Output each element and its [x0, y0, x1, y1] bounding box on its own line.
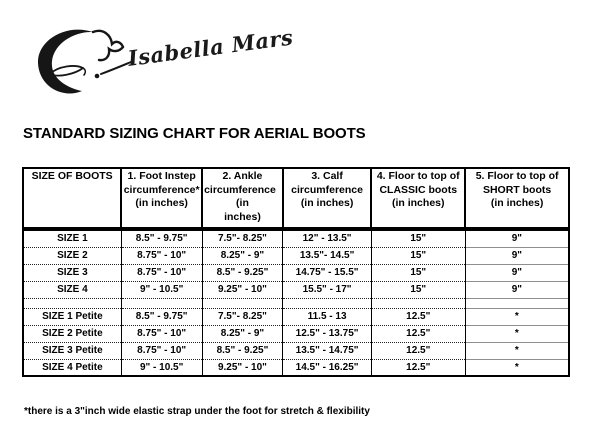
- column-header-line: circumference*: [123, 183, 200, 196]
- table-cell-empty: [121, 298, 202, 308]
- brand-name: Isabella Mars: [126, 24, 295, 71]
- table-cell: 9.25" - 10": [202, 359, 283, 376]
- table-cell: 12.5" - 13.75": [283, 325, 371, 342]
- table-cell: 11.5 - 13: [283, 308, 371, 325]
- table-cell-empty: [283, 298, 371, 308]
- column-header-line: inches): [224, 210, 261, 223]
- table-row-size1-petite: [23, 308, 569, 325]
- table-cell: 13.5"- 14.5": [283, 247, 371, 264]
- table-cell: 12.5": [371, 325, 465, 342]
- column-header-calf: [283, 168, 371, 228]
- size-chart-header-table: [22, 167, 570, 229]
- table-cell: 8.5" - 9.75": [121, 230, 202, 247]
- table-cell-empty: [465, 298, 569, 308]
- column-header-line: 1. Foot Instep: [127, 170, 196, 182]
- table-cell: 12.5": [371, 359, 465, 376]
- column-header-classic-height: [371, 168, 465, 228]
- table-cell: 8.75" - 10": [121, 247, 202, 264]
- table-cell: 15": [371, 281, 465, 298]
- table-cell-empty: [23, 298, 121, 308]
- column-header-line: CLASSIC boots: [379, 183, 458, 196]
- table-row-size4: [23, 281, 569, 298]
- column-header-line: SHORT boots: [482, 183, 552, 196]
- brand-logo: [35, 24, 295, 105]
- table-row-size1: [23, 230, 569, 247]
- table-cell: 15": [371, 230, 465, 247]
- table-cell: 8.5" - 9.25": [202, 342, 283, 359]
- table-cell: 7.5"- 8.25": [202, 308, 283, 325]
- table-cell: 7.5"- 8.25": [202, 230, 283, 247]
- column-header-instep: [121, 168, 202, 228]
- column-header-line: 2. Ankle: [222, 170, 263, 182]
- table-cell: SIZE 1 Petite: [23, 308, 121, 325]
- table-row-size3: [23, 264, 569, 281]
- page-title: STANDARD SIZING CHART FOR AERIAL BOOTS: [23, 125, 366, 142]
- column-header-short-height: [465, 168, 569, 228]
- table-cell: 15": [371, 247, 465, 264]
- column-header-line: (in inches): [135, 197, 188, 209]
- column-header-line: (in inches): [300, 197, 354, 209]
- table-cell: 14.5" - 16.25": [283, 359, 371, 376]
- table-cell: 12" - 13.5": [283, 230, 371, 247]
- table-cell: SIZE 1: [57, 233, 88, 245]
- table-cell: 14.75" - 15.5": [283, 264, 371, 281]
- footnote: *there is a 3"inch wide elastic strap under the foot for stretch & flexibility: [24, 406, 370, 417]
- table-cell: 9.25" - 10": [202, 281, 283, 298]
- table-cell: 15": [371, 264, 465, 281]
- table-cell: *: [465, 342, 569, 359]
- table-cell: *: [465, 359, 569, 376]
- spacer-row: [23, 298, 569, 308]
- column-header-line: 5. Floor to top of: [475, 170, 559, 182]
- table-cell: 9": [465, 247, 569, 264]
- table-cell: 9": [465, 230, 569, 247]
- header-row: [23, 168, 569, 228]
- table-row-size2-petite: [23, 325, 569, 342]
- size-chart-table: [22, 229, 570, 377]
- table-cell-empty: [371, 298, 465, 308]
- table-cell: 9": [465, 264, 569, 281]
- table-cell: 8.25" - 9": [202, 325, 283, 342]
- table-cell: 9" - 10.5": [121, 359, 202, 376]
- table-cell: *: [465, 325, 569, 342]
- table-cell: SIZE 3 Petite: [23, 342, 121, 359]
- table-cell: 9" - 10.5": [121, 281, 202, 298]
- column-header-line: [25, 184, 119, 198]
- table-cell: SIZE 4: [23, 281, 121, 298]
- column-header-line: (in inches): [490, 197, 544, 209]
- column-header-line: 4. Floor to top of: [376, 170, 460, 182]
- table-cell: SIZE 4 Petite: [23, 359, 121, 376]
- table-row-size3-petite: [23, 342, 569, 359]
- table-cell: 8.75" - 10": [121, 325, 202, 342]
- table-cell-empty: [202, 298, 283, 308]
- column-header-line: 3. Calf: [311, 170, 343, 182]
- table-cell: 9": [465, 281, 569, 298]
- table-cell: 8.75" - 10": [121, 264, 202, 281]
- table-cell: 8.25" - 9": [202, 247, 283, 264]
- table-cell: 12.5": [371, 342, 465, 359]
- table-cell: SIZE 3: [23, 264, 121, 281]
- column-header-ankle: [202, 168, 287, 228]
- column-header-line: [25, 197, 119, 211]
- table-cell: SIZE 2 Petite: [23, 325, 121, 342]
- table-cell: 8.5" - 9.75": [121, 308, 202, 325]
- table-cell: SIZE 2: [23, 247, 121, 264]
- logo-sketch-icon: [35, 25, 135, 97]
- table-row-size4-petite: [23, 359, 569, 376]
- table-cell: 15.5" - 17": [283, 281, 371, 298]
- column-header-size: [23, 168, 121, 228]
- column-header-line: (in inches): [391, 197, 445, 209]
- table-cell: 12.5": [371, 308, 465, 325]
- table-cell: 8.75" - 10": [121, 342, 202, 359]
- column-header-line: SIZE OF BOOTS: [31, 170, 113, 182]
- table-cell: 8.5" - 9.25": [202, 264, 283, 281]
- column-header-line: circumference (in: [204, 183, 287, 209]
- column-header-line: circumference: [291, 183, 363, 196]
- table-cell: *: [465, 308, 569, 325]
- table-row-size2: [23, 247, 569, 264]
- table-cell: 13.5" - 14.75": [283, 342, 371, 359]
